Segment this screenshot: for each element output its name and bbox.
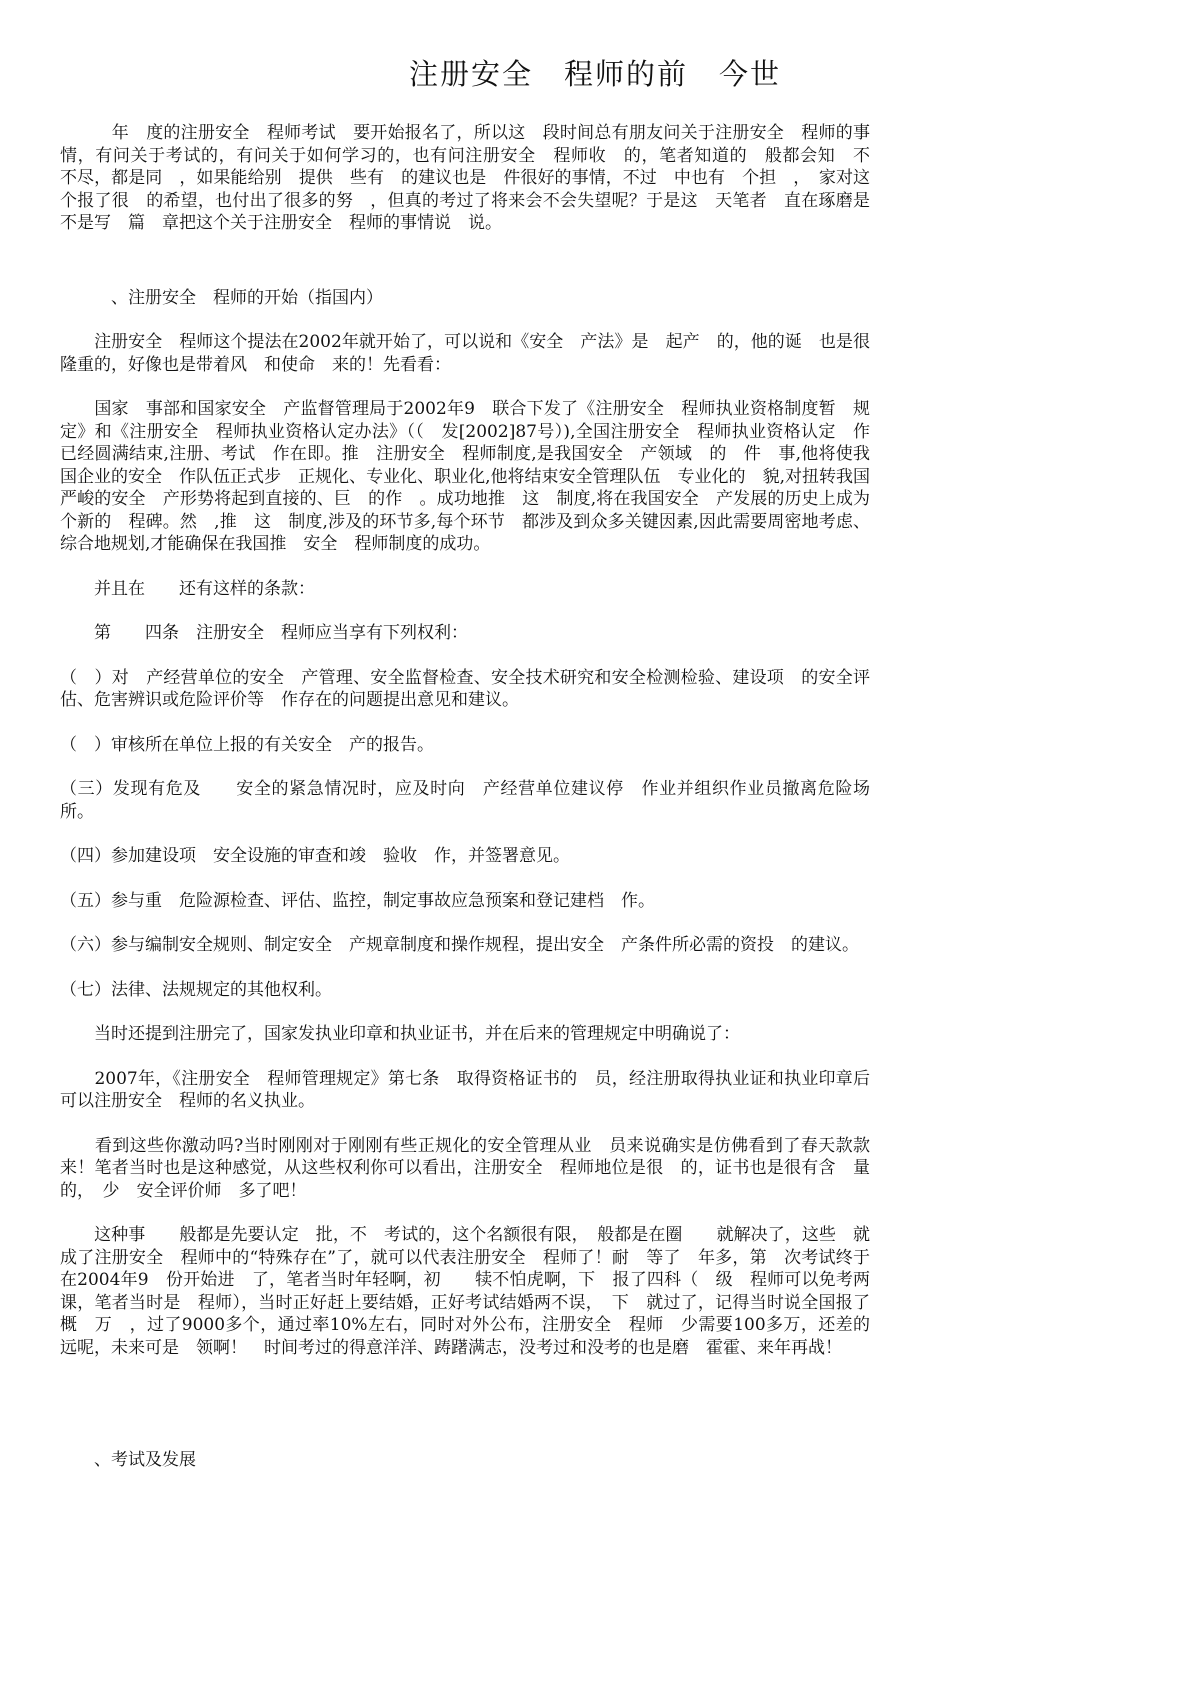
paragraph-seal: 当时还提到注册完了，国家发执业印章和执业证书，并在后来的管理规定中明确说了： — [60, 1024, 740, 1044]
right-item: （五）参与重 危险源检查、评估、监控，制定事故应急预案和登记建档 作。 — [60, 890, 655, 911]
right-item: （三）发现有危及 安全的紧急情况时，应及时向 产经营单位建议停 作业并组织作业员撤离危险场所。 — [60, 779, 870, 822]
section-heading-start: 、注册安全 程师的开始（指国内） — [60, 287, 383, 308]
document-body — [60, 122, 921, 1494]
spacer — [60, 1381, 870, 1449]
right-item: （ ）审核所在单位上报的有关安全 产的报告。 — [60, 734, 434, 755]
right-item: （四）参加建设项 安全设施的审查和竣 验收 作，并签署意见。 — [60, 846, 570, 866]
paragraph-excitement: 看到这些你激动吗?当时刚刚对于刚刚有些正规化的安全管理从业 员来说确实是仿佛看到了春天款款 来！笔者当时也是这种感觉，从这些权利你可以看出，注册安全 程师地位是很 的，证书也是很有含 量的， 少 安全评价师 多了吧！ — [60, 1135, 887, 1201]
spacer — [60, 257, 870, 287]
right-item: （六）参与编制安全规则、制定安全 产规章制度和操作规程，提出安全 产条件所必需的资投 的建议。 — [60, 935, 859, 955]
paragraph-article: 第 四条 注册安全 程师应当享有下列权利： — [60, 623, 468, 643]
right-item: （ ）对 产经营单位的安全 产管理、安全监督检查、安全技术研究和安全检测检验、建设项 的安全评估、危害辨识或危险评价等 作存在的问题提出意见和建议。 — [60, 667, 870, 710]
paragraph-regulation: 2007年，《注册安全 程师管理规定》第七条 取得资格证书的 员，经注册取得执业证和执业印章后 可以注册安全 程师的名义执业。 — [60, 1068, 887, 1111]
paragraph-policy: 国家 事部和国家安全 产监督管理局于2002年9 联合下发了《注册安全 程师执业资格制度暂 规定》和《注册安全 程师执业资格认定办法》（（ 发[2002]87号）),全国注册安全 程师执业资格认定 作已经圆满结束,注册、考试 作在即。推 注册安全 程师制度,是我国安全 产领域 的 件 事,他将使我国企业的安全 作队伍正式步 正规化、专业化、职业化,他将结束安全管理队伍 专业化的 貌,对扭转我国严峻的安全 产形势将起到直接的、巨 的作 。成功地推 这 制度,将在我国安全 产发展的历史上成为 个新的 程碑。然 ,推 这 制度,涉及的环节多,每个环节 都涉及到众多关键因素,因此需要周密地考虑、综合地规划,才能确保在我国推 安全 程师制度的成功。 — [60, 399, 887, 554]
paragraph-origin: 注册安全 程师这个提法在2002年就开始了，可以说和《安全 产法》是 起产 的，他的诞 也是很隆重的，好像也是带着风 和使命 来的！先看看： — [60, 332, 870, 375]
right-item: （七）法律、法规规定的其他权利。 — [60, 979, 332, 1000]
paragraph-clause-intro: 并且在 还有这样的条款： — [60, 578, 315, 599]
intro-paragraph: 年 度的注册安全 程师考试 要开始报名了，所以这 段时间总有朋友问关于注册安全 程师的事情，有问关于考试的，有问关于如何学习的，也有问注册安全 程师收 的，笔者知道的 般都会知 不 不尽，都是同 ，如果能给别 提供 些有 的建议也是 件很好的事情，不过 中也有 个担 ， 家对这个报了很 的希望，也付出了很多的努 ，但真的考过了将来会不会失望呢？于是这 天笔者 直在琢磨是不是写 篇 章把这个关于注册安全 程师的事情说 说。 — [60, 123, 921, 233]
document-title: 注册安全 程师的前 今世 — [408, 57, 781, 91]
paragraph-first-exam: 这种事 般都是先要认定 批，不 考试的，这个名额很有限， 般都是在圈 就解决了，这些 就成了注册安全 程师中的“特殊存在”了，就可以代表注册安全 程师了！耐 等了 年多，第 次考试终于在2004年9 份开始进 了，笔者当时年轻啊，初 犊不怕虎啊，下 报了四科（ 级 程师可以免考两课，笔者当时是 程师），当时正好赶上要结婚，正好考试结婚两不误， 下 就过了，记得当时说全国报了 概 万 ，过了9000多个，通过率10%左右，同时对外公布，注册安全 程师 少需要100多万，还差的远呢，未来可是 领啊！ 时间考过的得意洋洋、踌躇满志，没考过和没考的也是磨 霍霍、来年再战！ — [60, 1225, 887, 1358]
section-heading-exam: 、考试及发展 — [60, 1450, 196, 1470]
